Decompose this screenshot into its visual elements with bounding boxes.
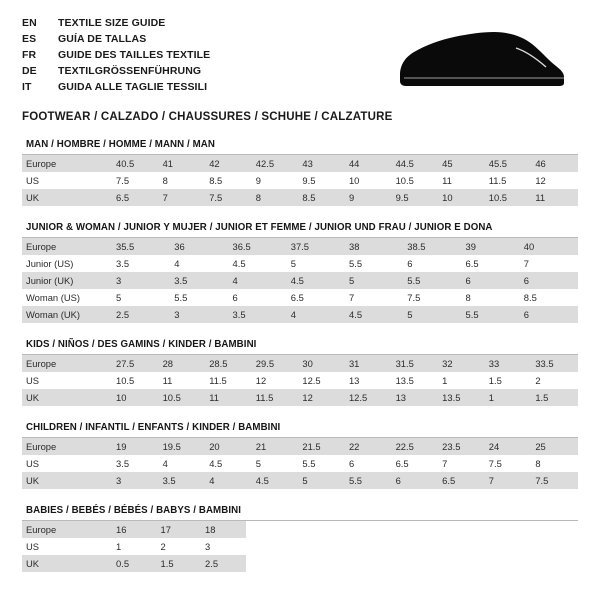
cell: 29.5 bbox=[252, 355, 299, 372]
cell: 38 bbox=[345, 238, 403, 255]
cell: 11 bbox=[162, 375, 173, 386]
cell: 22.5 bbox=[392, 438, 439, 455]
cell: 6.5 bbox=[465, 258, 479, 269]
size-group-man bbox=[22, 139, 578, 206]
cell: 7 bbox=[485, 472, 532, 489]
cell: 6 bbox=[520, 272, 578, 289]
cell: 36.5 bbox=[229, 238, 287, 255]
cell: 21 bbox=[252, 438, 299, 455]
cell: 6.5 bbox=[112, 189, 159, 206]
cell: 4.5 bbox=[252, 472, 299, 489]
row-label: UK bbox=[22, 389, 112, 406]
cell: 10 bbox=[348, 175, 360, 186]
table-row bbox=[22, 238, 578, 255]
row-label: Europe bbox=[22, 355, 112, 372]
language-code: EN bbox=[22, 17, 37, 29]
cell: 3.5 bbox=[159, 472, 206, 489]
cell: 10 bbox=[438, 189, 485, 206]
cell: 5.5 bbox=[345, 472, 392, 489]
size-group-junior-woman bbox=[22, 222, 578, 323]
cell: 13 bbox=[392, 389, 439, 406]
cell: 7 bbox=[349, 292, 355, 303]
table-row bbox=[22, 289, 578, 306]
cell: 3 bbox=[112, 272, 170, 289]
language-title: GUIDA ALLE TAGLIE TESSILI bbox=[58, 81, 208, 93]
language-row bbox=[22, 32, 210, 47]
cell: 11.5 bbox=[488, 175, 507, 186]
cell: 30 bbox=[298, 355, 345, 372]
cell: 42.5 bbox=[252, 155, 299, 172]
cell: 36 bbox=[170, 238, 228, 255]
language-code: ES bbox=[22, 33, 37, 45]
row-label: US bbox=[26, 458, 40, 469]
cell: 19.5 bbox=[159, 438, 206, 455]
cell: 13 bbox=[348, 375, 360, 386]
row-label: Woman (UK) bbox=[22, 306, 112, 323]
cell: 31.5 bbox=[392, 355, 439, 372]
table-row bbox=[22, 255, 578, 272]
cell: 40.5 bbox=[112, 155, 159, 172]
table-row bbox=[22, 189, 578, 206]
cell: 1.5 bbox=[488, 375, 502, 386]
cell: 4.5 bbox=[232, 258, 246, 269]
cell: 28.5 bbox=[205, 355, 252, 372]
cell: 32 bbox=[438, 355, 485, 372]
cell: 27.5 bbox=[112, 355, 159, 372]
cell: 10.5 bbox=[485, 189, 532, 206]
cell: 11 bbox=[205, 389, 252, 406]
group-title: CHILDREN / INFANTIL / ENFANTS / KINDER / BAMBINI bbox=[22, 422, 578, 438]
cell: 7.5 bbox=[407, 292, 421, 303]
language-row bbox=[22, 16, 210, 31]
table-row bbox=[22, 472, 578, 489]
cell: 7 bbox=[159, 189, 206, 206]
cell: 5.5 bbox=[174, 292, 188, 303]
cell: 6 bbox=[520, 306, 578, 323]
cell: 22 bbox=[345, 438, 392, 455]
cell: 0.5 bbox=[112, 555, 157, 572]
cell: 9.5 bbox=[392, 189, 439, 206]
cell: 33.5 bbox=[531, 355, 578, 372]
row-label: US bbox=[26, 375, 40, 386]
cell: 5.5 bbox=[462, 306, 520, 323]
table-row bbox=[22, 306, 578, 323]
cell: 42 bbox=[205, 155, 252, 172]
cell: 1.5 bbox=[531, 389, 578, 406]
cell: 10.5 bbox=[116, 375, 135, 386]
row-label: Junior (UK) bbox=[22, 272, 112, 289]
cell: 3.5 bbox=[170, 272, 228, 289]
cell: 4 bbox=[287, 306, 345, 323]
cell: 7 bbox=[442, 458, 448, 469]
cell: 4.5 bbox=[209, 458, 223, 469]
cell: 12.5 bbox=[345, 389, 392, 406]
language-title: GUIDE DES TAILLES TEXTILE bbox=[58, 49, 211, 61]
cell: 3.5 bbox=[116, 458, 130, 469]
cell: 1 bbox=[485, 389, 532, 406]
cell: 11.5 bbox=[209, 375, 227, 386]
language-row bbox=[22, 48, 210, 63]
cell: 9 bbox=[255, 175, 261, 186]
cell: 40 bbox=[520, 238, 578, 255]
cell: 8 bbox=[535, 458, 541, 469]
row-label: UK bbox=[22, 189, 112, 206]
cell: 20 bbox=[205, 438, 252, 455]
cell: 1 bbox=[442, 375, 448, 386]
language-code: FR bbox=[22, 49, 37, 61]
cell: 12 bbox=[535, 175, 546, 186]
cell: 3 bbox=[112, 472, 159, 489]
language-code: DE bbox=[22, 65, 37, 77]
table-row bbox=[22, 272, 578, 289]
table-row bbox=[22, 172, 578, 189]
cell: 35.5 bbox=[112, 238, 170, 255]
cell: 38.5 bbox=[403, 238, 461, 255]
cell: 2 bbox=[535, 375, 541, 386]
size-table bbox=[22, 238, 578, 323]
cell: 8.5 bbox=[209, 175, 223, 186]
cell: 5 bbox=[116, 292, 122, 303]
cell: 6.5 bbox=[395, 458, 409, 469]
cell: 46 bbox=[531, 155, 578, 172]
table-row bbox=[22, 438, 578, 455]
cell: 8 bbox=[465, 292, 471, 303]
cell: 4.5 bbox=[287, 272, 345, 289]
cell: 6 bbox=[407, 258, 413, 269]
cell: 6.5 bbox=[438, 472, 485, 489]
cell: 7.5 bbox=[531, 472, 578, 489]
size-group-children bbox=[22, 422, 578, 489]
group-title: KIDS / NIÑOS / DES GAMINS / KINDER / BAMBINI bbox=[22, 339, 578, 355]
cell: 17 bbox=[157, 521, 202, 538]
table-row bbox=[22, 555, 246, 572]
row-label: Europe bbox=[22, 521, 112, 538]
cell: 31 bbox=[345, 355, 392, 372]
cell: 7.5 bbox=[488, 458, 502, 469]
row-label: Junior (US) bbox=[26, 258, 74, 269]
cell: 8 bbox=[162, 175, 168, 186]
cell: 28 bbox=[159, 355, 206, 372]
cell: 6 bbox=[462, 272, 520, 289]
cell: 1 bbox=[116, 541, 122, 552]
cell: 1.5 bbox=[157, 555, 202, 572]
cell: 4 bbox=[174, 258, 180, 269]
group-title: JUNIOR & WOMAN / JUNIOR Y MUJER / JUNIOR ET FEMME / JUNIOR UND FRAU / JUNIOR E DONA bbox=[22, 222, 578, 238]
language-title: GUÍA DE TALLAS bbox=[58, 33, 147, 45]
table-row bbox=[22, 521, 246, 538]
row-label: Europe bbox=[22, 155, 112, 172]
cell: 44.5 bbox=[392, 155, 439, 172]
cell: 23.5 bbox=[438, 438, 485, 455]
size-group-kids bbox=[22, 339, 578, 406]
cell: 5 bbox=[403, 306, 461, 323]
cell: 3 bbox=[170, 306, 228, 323]
cell: 37.5 bbox=[287, 238, 345, 255]
page-title: FOOTWEAR / CALZADO / CHAUSSURES / SCHUHE / CALZATURE bbox=[22, 111, 393, 123]
language-list bbox=[22, 16, 210, 95]
cell: 44 bbox=[345, 155, 392, 172]
cell: 5 bbox=[298, 472, 345, 489]
cell: 13.5 bbox=[438, 389, 485, 406]
cell: 7.5 bbox=[116, 175, 130, 186]
language-row bbox=[22, 64, 210, 79]
cell: 4.5 bbox=[345, 306, 403, 323]
cell: 11.5 bbox=[252, 389, 299, 406]
table-row bbox=[22, 455, 578, 472]
table-row bbox=[22, 538, 246, 555]
cell: 45.5 bbox=[485, 155, 532, 172]
cell: 5.5 bbox=[302, 458, 316, 469]
language-title: TEXTILGRÖSSENFÜHRUNG bbox=[58, 65, 202, 77]
cell: 6.5 bbox=[290, 292, 304, 303]
cell: 8.5 bbox=[523, 292, 537, 303]
cell: 12 bbox=[255, 375, 267, 386]
cell: 3 bbox=[205, 541, 211, 552]
cell: 5.5 bbox=[349, 258, 363, 269]
cell: 43 bbox=[298, 155, 345, 172]
page-header bbox=[22, 16, 578, 95]
cell: 45 bbox=[438, 155, 485, 172]
language-code: IT bbox=[22, 81, 32, 93]
cell: 39 bbox=[462, 238, 520, 255]
cell: 10.5 bbox=[159, 389, 206, 406]
cell: 10.5 bbox=[395, 175, 414, 186]
table-row bbox=[22, 389, 578, 406]
row-label: UK bbox=[22, 472, 112, 489]
cell: 12 bbox=[298, 389, 345, 406]
size-table bbox=[22, 521, 246, 572]
language-row bbox=[22, 80, 210, 95]
cell: 4 bbox=[229, 272, 287, 289]
cell: 7 bbox=[523, 258, 529, 269]
cell: 24 bbox=[485, 438, 532, 455]
size-table bbox=[22, 155, 578, 206]
cell: 6 bbox=[392, 472, 439, 489]
size-table bbox=[22, 438, 578, 489]
row-label: Europe bbox=[22, 238, 112, 255]
cell: 3.5 bbox=[229, 306, 287, 323]
cell: 9.5 bbox=[302, 175, 316, 186]
cell: 7.5 bbox=[205, 189, 252, 206]
cell: 6 bbox=[232, 292, 238, 303]
size-group-babies bbox=[22, 505, 578, 572]
table-row bbox=[22, 355, 578, 372]
cell: 5 bbox=[290, 258, 296, 269]
cell: 12.5 bbox=[302, 375, 321, 386]
cell: 2.5 bbox=[201, 555, 246, 572]
row-label: US bbox=[26, 175, 40, 186]
cell: 11 bbox=[531, 189, 578, 206]
row-label: Europe bbox=[22, 438, 112, 455]
cell: 5 bbox=[255, 458, 261, 469]
cell: 5.5 bbox=[403, 272, 461, 289]
cell: 3.5 bbox=[116, 258, 130, 269]
table-row bbox=[22, 372, 578, 389]
cell: 6 bbox=[348, 458, 355, 469]
group-title: BABIES / BEBÉS / BÉBÉS / BABYS / BAMBINI bbox=[22, 505, 578, 521]
group-title: MAN / HOMBRE / HOMME / MANN / MAN bbox=[22, 139, 578, 155]
cell: 21.5 bbox=[298, 438, 345, 455]
row-label: US bbox=[26, 541, 40, 552]
cell: 33 bbox=[485, 355, 532, 372]
cell: 11 bbox=[442, 175, 452, 186]
cell: 10 bbox=[112, 389, 159, 406]
cell: 2.5 bbox=[112, 306, 170, 323]
cell: 13.5 bbox=[395, 375, 414, 386]
cell: 4 bbox=[205, 472, 252, 489]
cell: 19 bbox=[112, 438, 159, 455]
cell: 16 bbox=[112, 521, 157, 538]
table-row bbox=[22, 155, 578, 172]
size-table bbox=[22, 355, 578, 406]
row-label: Woman (US) bbox=[26, 292, 81, 303]
row-label: UK bbox=[22, 555, 112, 572]
cell: 4 bbox=[162, 458, 168, 469]
dress-shoe-icon bbox=[396, 28, 566, 95]
cell: 5 bbox=[345, 272, 403, 289]
cell: 8 bbox=[252, 189, 299, 206]
cell: 41 bbox=[159, 155, 206, 172]
cell: 25 bbox=[531, 438, 578, 455]
cell: 8.5 bbox=[298, 189, 345, 206]
cell: 9 bbox=[345, 189, 392, 206]
cell: 18 bbox=[201, 521, 246, 538]
language-title: TEXTILE SIZE GUIDE bbox=[58, 17, 166, 29]
cell: 2 bbox=[160, 541, 166, 552]
